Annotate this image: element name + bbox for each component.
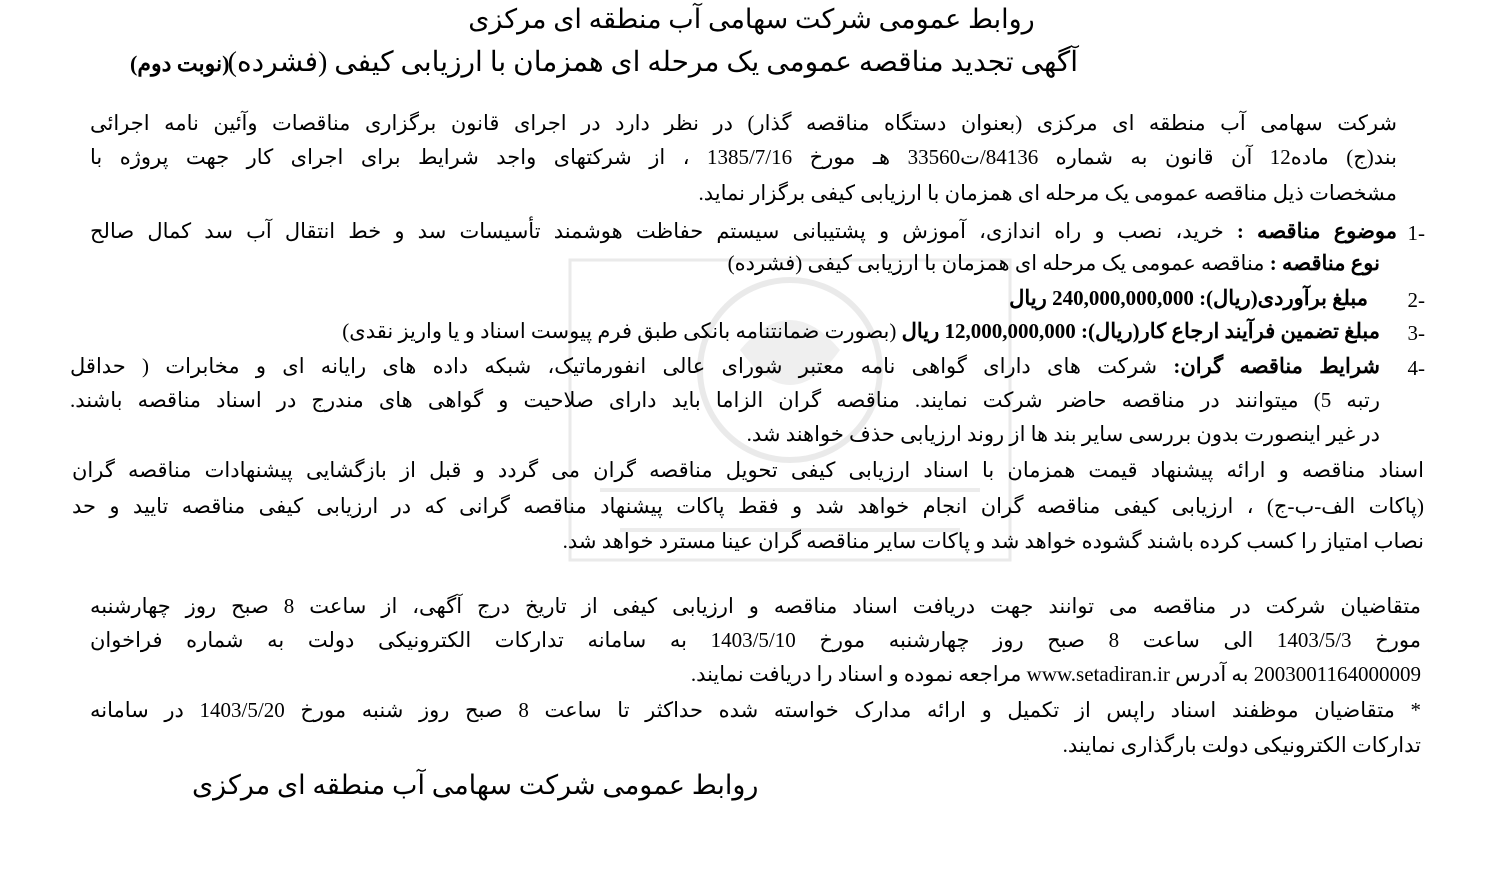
intro-line-3: مشخصات ذیل مناقصه عمومی یک مرحله ای همزمان با ارزیابی کیفی برگزار نماید.: [698, 181, 1397, 205]
org-title: روابط عمومی شرکت سهامی آب منطقه ای مرکزی: [468, 4, 1035, 34]
footer-signature: روابط عمومی شرکت سهامی آب منطقه ای مرکزی: [192, 770, 759, 800]
item-3-row: [342, 321, 1380, 342]
intro-line-1: شرکت سهامی آب منطقه ای مرکزی (بعنوان دستگاه مناقصه گذار) در نظر دارد در اجرای قانون برگزاری مناقصات وآئین نامه اجرائی: [90, 111, 1397, 135]
applicants-line-4: * متقاضیان موظفند اسناد راپس از تکمیل و ارائه مدارک خواسته شده حداکثر تا ساعت 8 صبح روز شنبه مورخ 1403/5/20 در سامانه: [90, 698, 1421, 722]
intro-line-2: بند(ج) ماده12 آن قانون به شماره 84136/ت33560 هـ مورخ 1385/7/16 ، از شرکتهای واجد شرایط برای اجرای کار جهت پروژه با: [90, 145, 1397, 169]
item-4-number: 4-: [1407, 356, 1425, 380]
item-4-label: شرایط مناقصه گران:: [1173, 354, 1381, 378]
item-4-line-3: در غیر اینصورت بدون بررسی سایر بند ها از روند ارزیابی حذف خواهند شد.: [746, 422, 1380, 446]
applicants-line-1: متقاضیان شرکت در مناقصه می توانند جهت دریافت اسناد مناقصه و ارزیابی کیفی از تاریخ درج آگهی، از ساعت 8 صبح روز چهارشنبه: [90, 594, 1421, 618]
item-2-value: 240,000,000,000 ریال: [1009, 286, 1194, 310]
item-2-label: مبلغ برآوردی(ریال):: [1199, 286, 1368, 310]
documents-line-3: نصاب امتیاز را کسب کرده باشند گشوده خواهد شد و پاکات سایر مناقصه گران عینا مسترد خواهد شد.: [562, 529, 1424, 553]
item-1-text: خرید، نصب و راه اندازی، آموزش و پشتیبانی سیستم حفاظت هوشمند تأسیسات سد و خط انتقال آب سد کمال صالح: [90, 219, 1224, 243]
turn-label: (نوبت دوم): [130, 51, 230, 76]
item-4-row: [70, 356, 1380, 377]
item-1-number: 1-: [1407, 221, 1425, 245]
applicants-line-3: 2003001164000009 به آدرس www.setadiran.ir مراجعه نموده و اسناد را دریافت نمایند.: [690, 662, 1421, 686]
applicants-line-2: مورخ 1403/5/3 الی ساعت 8 صبح روز چهارشنبه مورخ 1403/5/10 به سامانه تدارکات الکترونیکی دولت به شماره فراخوان: [90, 628, 1421, 652]
item-3-number: 3-: [1407, 321, 1425, 345]
item-1-row: [90, 221, 1397, 242]
documents-line-2: (پاکات الف-ب-ج) ، ارزیابی کیفی مناقصه گران انجام خواهد شد و فقط پاکات پیشنهاد مناقصه گرانی که در ارزیابی کیفی مناقصه تایید و حد: [72, 494, 1424, 518]
item-3-note: (بصورت ضمانتنامه بانکی طبق فرم پیوست اسناد و یا واریز نقدی): [342, 319, 897, 343]
item-2-row: [1009, 288, 1368, 309]
item-3-value: 12,000,000,000 ریال: [901, 319, 1076, 343]
item-1-label: موضوع مناقصه :: [1236, 219, 1398, 243]
item-4-line-2: رتبه 5) میتوانند در مناقصه حاضر شرکت نمایند. مناقصه گران الزاما باید دارای صلاحیت و گواهی های مندرج در اسناد مناقصه باشند.: [70, 388, 1380, 412]
notice-title: آگهی تجدید مناقصه عمومی یک مرحله ای همزمان با ارزیابی کیفی (فشرده): [227, 47, 1078, 78]
tender-type-label: نوع مناقصه :: [1269, 251, 1380, 275]
item-2-number: 2-: [1407, 288, 1425, 312]
documents-line-1: اسناد مناقصه و ارائه پیشنهاد قیمت همزمان با اسناد ارزیابی کیفی تحویل مناقصه گران می گردد و قبل از بازگشایی پیشنهادات مناقصه گران: [72, 458, 1424, 482]
applicants-line-5: تدارکات الکترونیکی دولت بارگذاری نمایند.: [1062, 733, 1421, 757]
tender-type-text: مناقصه عمومی یک مرحله ای همزمان با ارزیابی کیفی (فشرده): [727, 251, 1265, 275]
item-4-line-1: شرکت های دارای گواهی نامه معتبر شورای عالی انفورماتیک، شبکه داده های رایانه ای و مخابرات ( حداقل: [70, 354, 1158, 378]
tender-type-row: [728, 253, 1380, 274]
item-3-label: مبلغ تضمین فرآیند ارجاع کار(ریال):: [1081, 319, 1380, 343]
